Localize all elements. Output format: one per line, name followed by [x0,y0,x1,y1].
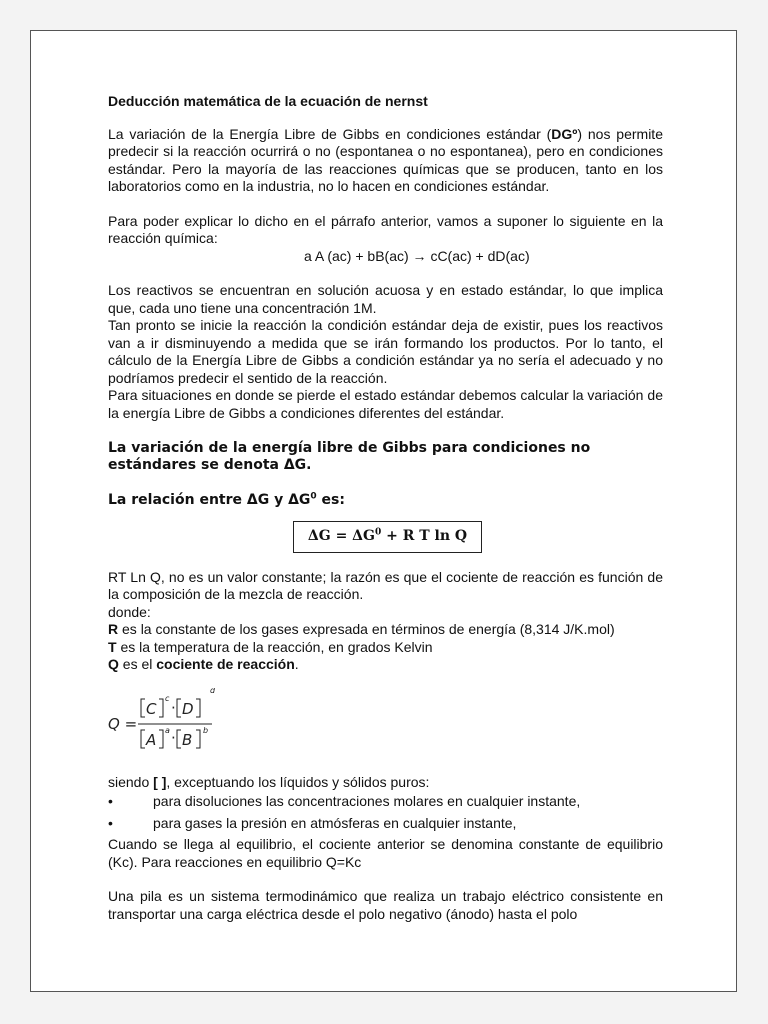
heading-relation-text: La relación entre ΔG y ΔG [108,492,311,508]
bullet-text: para disoluciones las concentraciones molares en cualquier instante, [153,793,581,809]
formula-lhs: Q = [108,714,138,733]
paragraph-pila: Una pila es un sistema termodinámico que realiza un trabajo eléctrico consistente en transportar una carga eléctrica desde el polo negativo (ánodo) hasta el polo [108,888,663,922]
siendo-b: , exceptuando los líquidos y sólidos puros: [166,773,430,790]
paragraph-equilibrium: Cuando se llega al equilibrio, el cociente anterior se denomina constante de equilibrio (Kc). Para reacciones en equilibrio Q=Kc [108,836,663,870]
paragraph-non-standard: Para situaciones en donde se pierde el estado estándar debemos calcular la variación de la energía Libre de Gibbs a condiciones diferentes del estándar. [108,387,663,421]
siendo-brackets: [ ] [153,773,167,790]
donde-label: donde: [108,603,151,620]
heading-delta-g: La variación de la energía libre de Gibbs para condiciones no estándares se denota ΔG. [108,440,591,473]
heading-relation-sup: 0 [310,491,317,502]
bullet-icon: • [108,793,113,809]
formula-exp-a: a [165,725,170,735]
def-r-key: R [108,621,119,637]
bullet-icon: • [108,814,113,831]
formula-num-c: C [146,699,157,718]
boxed-equation-wrap [108,521,663,553]
bullet-text: para gases la presión en atmósferas en cualquier instante, [153,814,517,831]
list-item [108,793,663,811]
formula-den-b: B [182,730,193,749]
boxed-eq-left: ΔG = ΔG [307,528,375,544]
boxed-equation [293,521,482,553]
formula-num-d: D [182,699,194,718]
boxed-eq-right: + R T ln Q [381,528,468,544]
paragraph-suppose: Para poder explicar lo dicho en el párrafo anterior, vamos a suponer lo siguiente en la reacción química: [108,212,663,246]
formula-graphic [108,688,248,760]
formula-den-a: A [146,730,157,749]
p1-bold-dg: DGº [551,125,578,142]
definition-r [108,621,663,639]
reaction-equation: a A (ac) + bB(ac) → cC(ac) + dD(ac) [304,247,530,264]
heading-relation [108,492,663,509]
paragraph-reactants: Los reactivos se encuentran en solución acuosa y en estado estándar, lo que implica que, cada uno tiene una concentración 1M. [108,282,663,316]
p1-text-a: La variación de la Energía Libre de Gibbs en condiciones estándar ( [108,125,552,142]
def-t-key: T [108,638,117,655]
definition-q [108,656,663,674]
formula-dot-2: · [171,728,176,747]
bullet-list [108,793,663,832]
def-q-mid: es el [118,656,157,672]
def-t-text: es la temperatura de la reacción, en grados Kelvin [116,638,433,655]
paragraph-gibbs-standard [108,126,663,196]
def-q-bold: cociente de reacción [156,656,295,672]
def-r-text: es la constante de los gases expresada en términos de energía (8,314 J/K.mol) [118,621,615,637]
formula-exp-b: b [203,725,209,735]
definition-t [108,639,663,657]
def-q-key: Q [108,656,119,672]
boxed-eq-sup: 0 [375,527,382,538]
formula-exp-c: c [165,693,170,703]
heading-relation-end: es: [316,492,345,508]
list-item [108,815,663,833]
paragraph-reaction-start: Tan pronto se inicie la reacción la condición estándar deja de existir, pues los reactivos van a ir disminuyendo a medida que se irán formando los productos. Por lo tanto, el cálculo de la Energía Libre de Gibbs a condición estándar ya no sería el adecuado y no podríamos predecir el sentido de la reacción. [108,317,663,386]
formula-dot-1: · [171,698,176,717]
paragraph-siendo [108,774,663,792]
reaction-quotient-formula [108,688,663,760]
def-q-end: . [294,656,299,672]
p1-text-b: ) nos permite predecir si la reacción ocurrirá o no (espontanea o no espontanea), pero en condiciones estándar. Pero la mayoría de las reacciones químicas que se producen, tanto en los laboratorios como en la industria, no lo hacen en condiciones estándar. [108,125,663,194]
document-title: Deducción matemática de la ecuación de nernst [108,93,428,109]
document-page [30,30,737,992]
formula-exp-d: d [210,687,216,695]
paragraph-rtlnq: RT Ln Q, no es un valor constante; la razón es que el cociente de reacción es función de la composición de la mezcla de reacción. [108,568,663,602]
siendo-a: siendo [108,773,154,790]
document-content [108,93,663,923]
